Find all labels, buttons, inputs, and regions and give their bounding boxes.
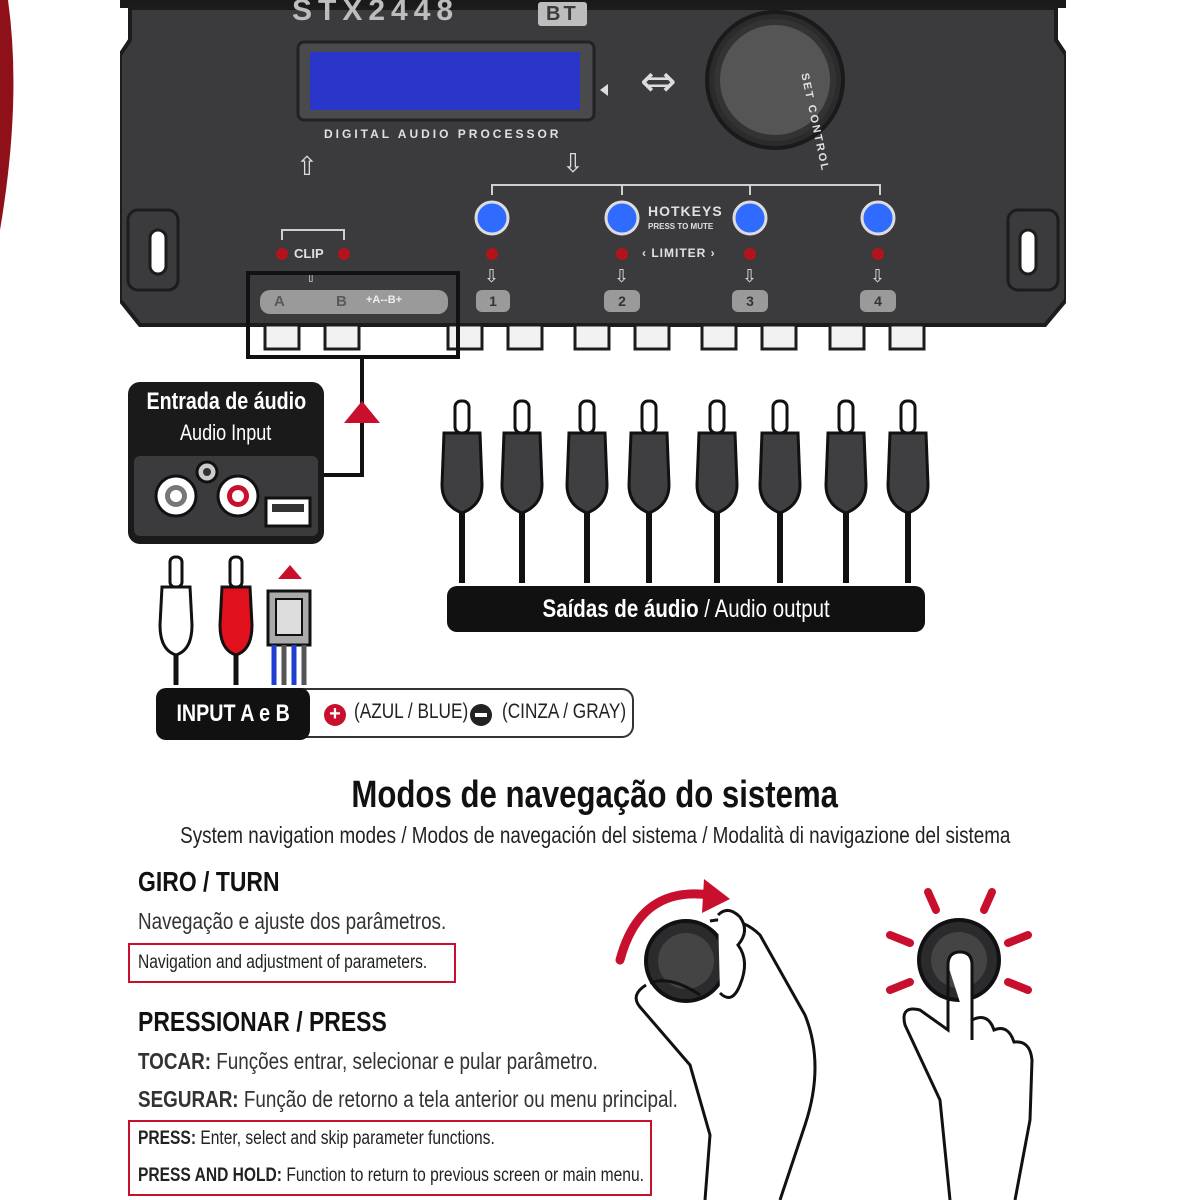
- bridge-label: +A--B+: [366, 294, 403, 306]
- press-hand-illustration: [880, 880, 1050, 1200]
- audio-input-panel: [128, 382, 324, 544]
- output-rca-plug: [502, 401, 542, 583]
- clip-label: CLIP: [294, 246, 324, 261]
- output-rca-plug: [697, 401, 737, 583]
- left-red-accent: [0, 0, 40, 260]
- turn-description-en: Navigation and adjustment of parameters.: [138, 952, 428, 973]
- output-rca-plug: [826, 401, 866, 583]
- channel-badge-2: 2: [604, 290, 640, 312]
- hold-en-text: Function to return to previous screen or main menu.: [286, 1165, 644, 1186]
- audio-input-title: Entrada de áudio: [146, 388, 306, 415]
- press-en-line: [138, 1128, 573, 1150]
- audio-input-subtitle: Audio Input: [180, 420, 272, 445]
- turn-heading: GIRO / TURN: [138, 866, 280, 897]
- minus-icon: [470, 704, 492, 726]
- hold-en-label: PRESS AND HOLD:: [138, 1165, 282, 1186]
- output-rca-plug: [442, 401, 482, 583]
- lcd-caption: DIGITAL AUDIO PROCESSOR: [324, 127, 562, 141]
- modes-title: Modos de navegação do sistema: [351, 774, 839, 816]
- output-rca-plug: [629, 401, 669, 583]
- press-en-text: Enter, select and skip parameter functions.: [200, 1128, 495, 1149]
- channel-badge-3: 3: [732, 290, 768, 312]
- hotkeys-label: HOTKEYS: [648, 203, 723, 219]
- channel-badge-1: 1: [476, 290, 510, 312]
- channel-badge-4: 4: [860, 290, 896, 312]
- audio-output-label: Saídas de áudio / Audio output: [447, 586, 925, 632]
- output-rca-plug: [888, 401, 928, 583]
- tap-text: Funções entrar, selecionar e pular parâmetro.: [216, 1048, 598, 1074]
- svg-text:⇩: ⇩: [742, 266, 758, 287]
- turn-hand-illustration: [600, 875, 850, 1200]
- plus-icon: +: [324, 704, 346, 726]
- model-name: STX2448: [292, 0, 460, 27]
- limiter-label: ‹ LIMITER ›: [642, 246, 716, 260]
- plus-color-text: (AZUL / BLUE): [354, 700, 469, 723]
- minus-color-text: (CINZA / GRAY): [502, 700, 627, 723]
- modes-subtitle: System navigation modes / Modos de navegación del sistema / Modalità di navigazione del sistema: [179, 822, 1011, 848]
- hotkeys-sublabel: PRESS TO MUTE: [648, 222, 714, 231]
- audio-input-jack-panel: [134, 456, 318, 536]
- press-en-label: PRESS:: [138, 1128, 197, 1149]
- svg-text:⇧: ⇧: [305, 270, 317, 286]
- press-heading: PRESSIONAR / PRESS: [138, 1006, 387, 1037]
- svg-text:⇧: ⇧: [296, 152, 318, 182]
- turn-description-pt: Navegação e ajuste dos parâmetros.: [138, 908, 447, 934]
- tap-label: TOCAR:: [138, 1048, 211, 1074]
- svg-text:⇩: ⇩: [870, 266, 886, 287]
- svg-text:⇩: ⇩: [614, 266, 630, 287]
- input-plugs: [150, 555, 320, 690]
- output-plugs: [430, 395, 940, 590]
- input-ab-label: INPUT A e B: [156, 688, 310, 740]
- svg-text:⇩: ⇩: [484, 266, 500, 287]
- svg-text:⇩: ⇩: [562, 149, 584, 179]
- processor-device: [120, 0, 1066, 360]
- model-suffix-badge: BT: [538, 2, 587, 26]
- hold-label: SEGURAR:: [138, 1086, 239, 1112]
- input-a-label: A: [274, 293, 285, 310]
- output-rca-plug: [567, 401, 607, 583]
- output-rca-plug: [760, 401, 800, 583]
- hold-text: Função de retorno a tela anterior ou menu principal.: [243, 1086, 678, 1112]
- knob-caption: SET CONTROL: [798, 72, 831, 174]
- svg-text:⇔: ⇔: [640, 56, 677, 107]
- input-b-label: B: [336, 293, 347, 310]
